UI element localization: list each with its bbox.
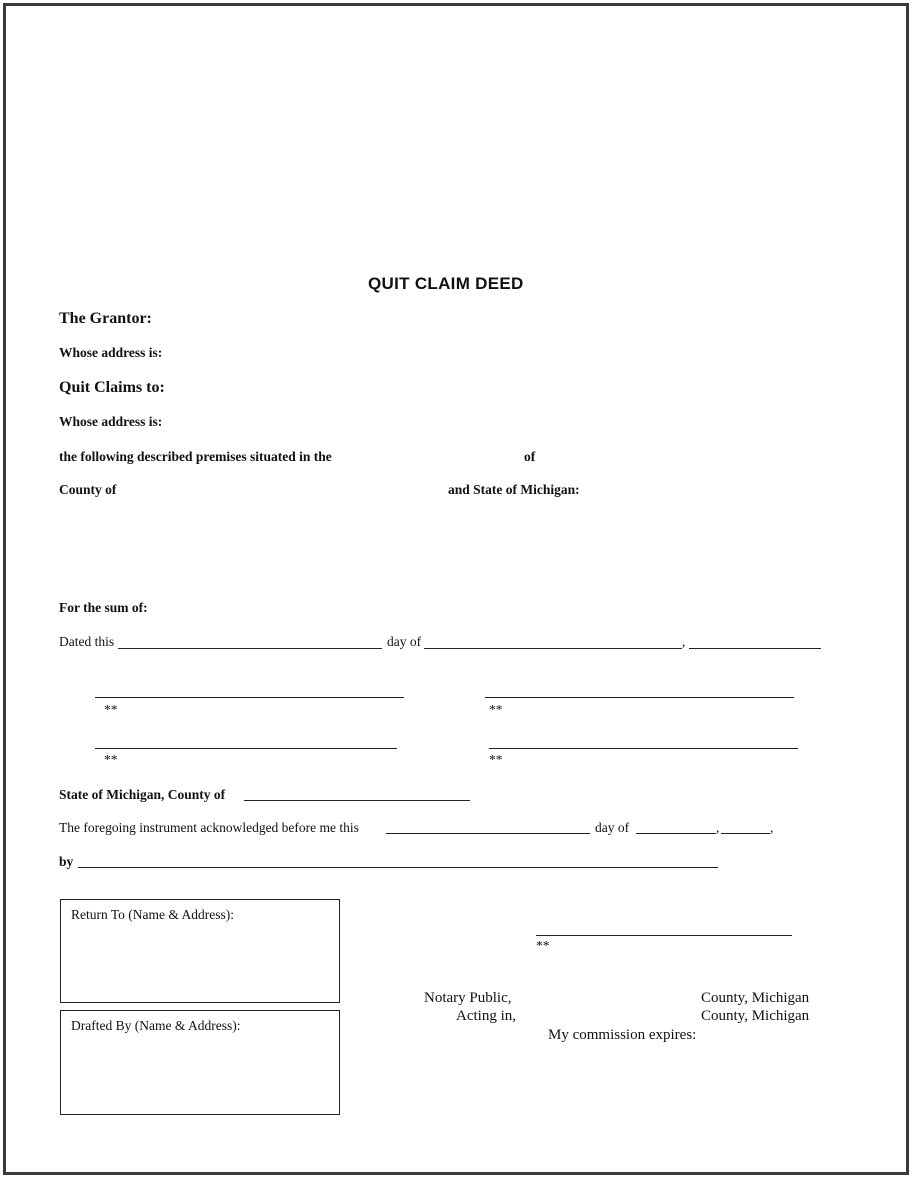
return-to-label: Return To (Name & Address): [71, 907, 235, 922]
county-label: County of [59, 482, 117, 497]
ack-comma-2: , [770, 820, 774, 835]
ack-comma-1: , [716, 820, 720, 835]
acting-in-label: Acting in, [456, 1008, 516, 1024]
premises-text: the following described premises situated in the [59, 449, 332, 464]
premises-of: of [524, 449, 536, 464]
document-title: QUIT CLAIM DEED [368, 274, 524, 293]
ack-day-of-label: day of [595, 820, 630, 835]
signature-line-2[interactable] [485, 697, 794, 698]
signature-line-1[interactable] [95, 697, 404, 698]
commission-expires-label: My commission expires: [548, 1027, 697, 1043]
dated-year-line[interactable] [689, 648, 821, 649]
quit-claims-label: Quit Claims to: [59, 379, 165, 396]
by-line[interactable] [78, 867, 718, 868]
signature-line-4[interactable] [489, 748, 798, 749]
notary-mark: ** [536, 938, 550, 953]
by-label: by [59, 854, 74, 869]
signature-mark-4: ** [489, 752, 503, 767]
notary-signature-line[interactable] [536, 935, 792, 936]
grantor-address-label: Whose address is: [59, 345, 163, 360]
dated-day-of-label: day of [387, 634, 422, 649]
state-county-label: State of Michigan, County of [59, 787, 226, 802]
county-michigan-1: County, Michigan [701, 990, 810, 1006]
state-county-line[interactable] [244, 800, 470, 801]
dated-comma: , [682, 634, 686, 649]
dated-month-line[interactable] [424, 648, 682, 649]
sum-label: For the sum of: [59, 600, 148, 615]
foregoing-text: The foregoing instrument acknowledged before me this [59, 820, 359, 835]
ack-day-line[interactable] [386, 833, 590, 834]
ack-month-line[interactable] [636, 833, 716, 834]
grantee-address-label: Whose address is: [59, 414, 163, 429]
dated-this-label: Dated this [59, 634, 115, 649]
notary-public-label: Notary Public, [424, 990, 512, 1006]
drafted-by-label: Drafted By (Name & Address): [71, 1018, 241, 1033]
ack-year-line[interactable] [721, 833, 770, 834]
signature-mark-3: ** [104, 752, 118, 767]
dated-day-line[interactable] [118, 648, 382, 649]
signature-mark-1: ** [104, 702, 118, 717]
signature-line-3[interactable] [95, 748, 397, 749]
signature-mark-2: ** [489, 702, 503, 717]
state-label: and State of Michigan: [448, 482, 580, 497]
county-michigan-2: County, Michigan [701, 1008, 810, 1024]
grantor-label: The Grantor: [59, 310, 152, 327]
